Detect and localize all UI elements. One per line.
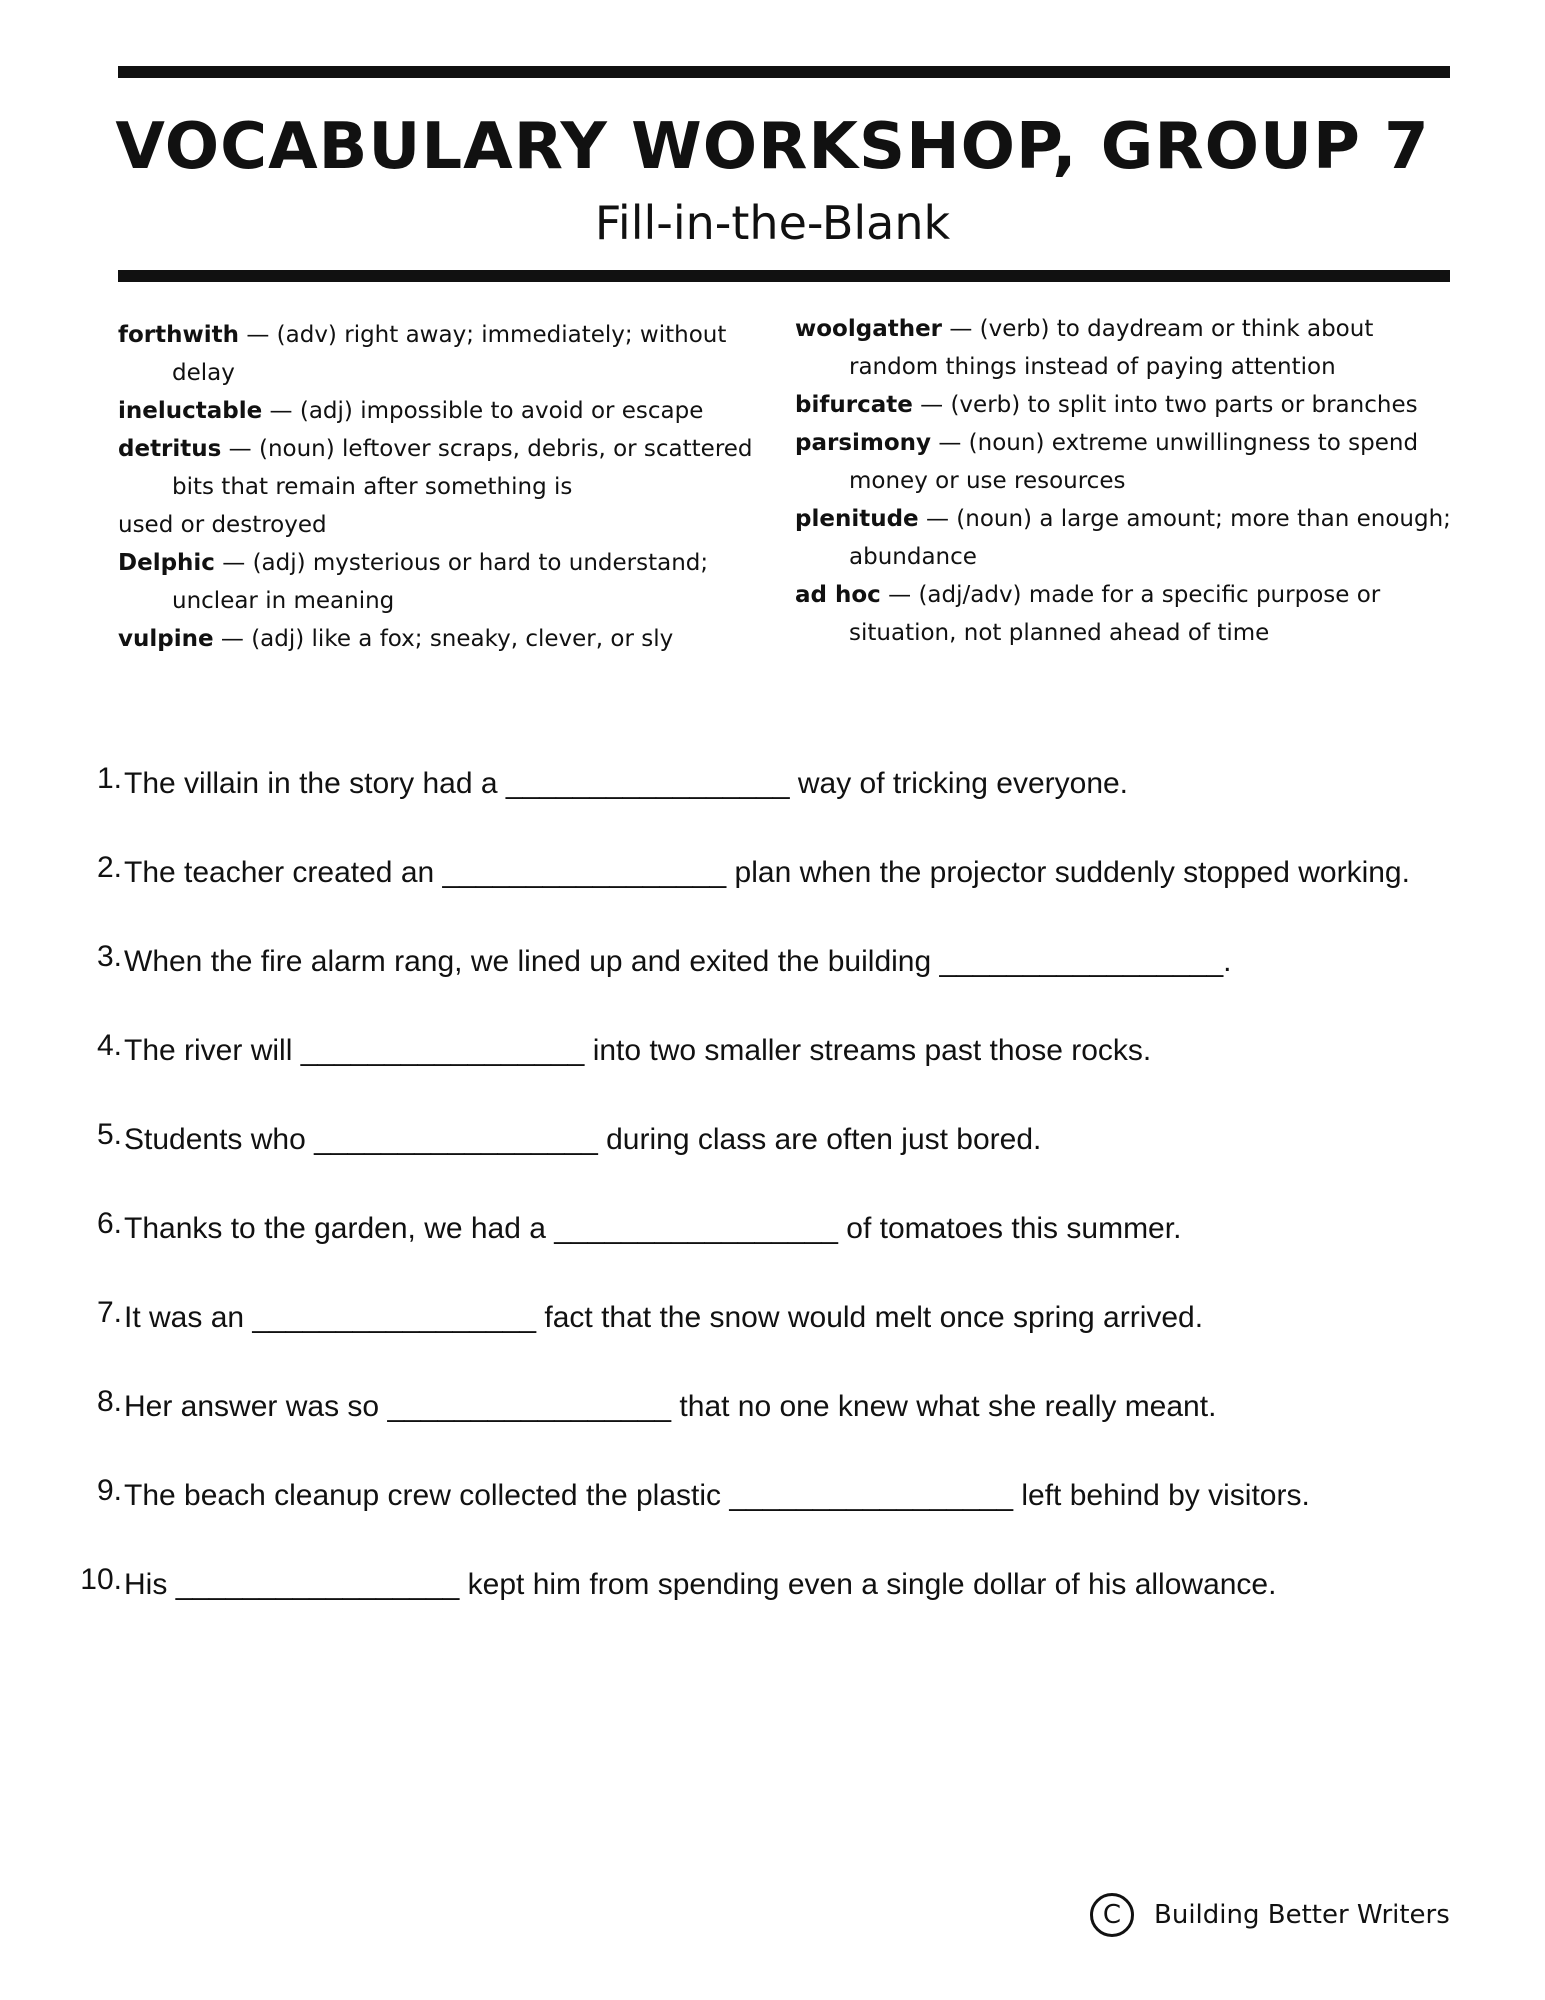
vocab-part-of-speech: (adj/adv) bbox=[918, 582, 1022, 608]
copyright-icon: C bbox=[1090, 1893, 1134, 1937]
vocab-part-of-speech: (noun) bbox=[956, 506, 1033, 532]
vocab-dash: — bbox=[949, 316, 973, 342]
vocab-dash: — bbox=[246, 322, 270, 348]
vocab-dash: — bbox=[228, 436, 252, 462]
question-number: 4. bbox=[96, 1029, 122, 1062]
question-item bbox=[0, 940, 1545, 984]
question-text bbox=[124, 1474, 1424, 1518]
vocab-dash: — bbox=[222, 550, 246, 576]
answer-blank[interactable]: _________________ bbox=[554, 1212, 838, 1245]
question-number: 3. bbox=[96, 940, 122, 973]
question-number: 5. bbox=[96, 1118, 122, 1151]
vocab-part-of-speech: (noun) bbox=[968, 430, 1045, 456]
vocab-part-of-speech: (verb) bbox=[950, 392, 1021, 418]
question-text-before: The teacher created an bbox=[124, 856, 435, 889]
question-text-before: The river will bbox=[124, 1034, 293, 1067]
copyright-footer bbox=[1090, 1893, 1490, 1937]
question-text-before: It was an bbox=[124, 1301, 245, 1334]
answer-blank[interactable]: _________________ bbox=[387, 1390, 672, 1423]
vocab-list-left bbox=[118, 316, 758, 658]
question-text bbox=[124, 1296, 1424, 1340]
question-text-after: . bbox=[1223, 945, 1232, 978]
top-divider bbox=[118, 66, 1450, 78]
vocab-definition: made for a specific purpose or situation, not planned ahead of time bbox=[849, 582, 1381, 646]
vocab-term: plenitude bbox=[795, 506, 919, 532]
question-item bbox=[0, 762, 1545, 806]
vocab-entry bbox=[118, 620, 758, 658]
question-text-before: His bbox=[124, 1568, 168, 1601]
vocab-list-right bbox=[795, 310, 1465, 652]
question-text bbox=[124, 1563, 1424, 1607]
answer-blank[interactable]: _________________ bbox=[314, 1123, 598, 1156]
question-text-after: that no one knew what she really meant. bbox=[679, 1390, 1217, 1423]
vocab-part-of-speech: (adj) bbox=[299, 398, 353, 424]
question-text bbox=[124, 851, 1424, 895]
vocab-part-of-speech: (verb) bbox=[979, 316, 1050, 342]
vocab-entry bbox=[795, 500, 1465, 576]
question-text bbox=[124, 1207, 1424, 1251]
vocab-definition: right away; immediately; without delay bbox=[172, 322, 727, 386]
vocab-dash: — bbox=[925, 506, 949, 532]
vocab-entry bbox=[795, 424, 1465, 500]
page-subtitle: Fill-in-the-Blank bbox=[594, 196, 951, 250]
vocab-term: vulpine bbox=[118, 626, 214, 652]
question-text-before: When the fire alarm rang, we lined up and exited the building bbox=[124, 945, 932, 978]
answer-blank[interactable]: _________________ bbox=[252, 1301, 537, 1334]
question-item bbox=[0, 1474, 1545, 1518]
answer-blank[interactable]: _________________ bbox=[505, 767, 790, 800]
vocab-dash: — bbox=[938, 430, 962, 456]
question-number: 1. bbox=[96, 762, 122, 795]
answer-blank[interactable]: _________________ bbox=[442, 856, 727, 889]
question-item bbox=[0, 1029, 1545, 1073]
question-text-after: left behind by visitors. bbox=[1021, 1479, 1310, 1512]
question-number: 9. bbox=[96, 1474, 122, 1507]
question-number: 10. bbox=[80, 1563, 122, 1596]
question-text-after: into two smaller streams past those rocks. bbox=[592, 1034, 1152, 1067]
vocab-part-of-speech: (noun) bbox=[258, 436, 335, 462]
vocab-dash: — bbox=[888, 582, 912, 608]
vocab-part-of-speech: (adj) bbox=[252, 550, 306, 576]
vocab-entry bbox=[118, 316, 758, 392]
vocab-part-of-speech: (adj) bbox=[251, 626, 305, 652]
question-text-before: Thanks to the garden, we had a bbox=[124, 1212, 546, 1245]
vocab-definition: a large amount; more than enough; abundance bbox=[849, 506, 1451, 570]
question-text bbox=[124, 1385, 1424, 1429]
question-item bbox=[0, 851, 1545, 895]
question-text-after: plan when the projector suddenly stopped working. bbox=[734, 856, 1410, 889]
vocab-term: ineluctable bbox=[118, 398, 263, 424]
question-text bbox=[124, 762, 1424, 806]
question-text-after: kept him from spending even a single dollar of his allowance. bbox=[467, 1568, 1277, 1601]
vocab-term: Delphic bbox=[118, 550, 215, 576]
vocab-definition: extreme unwillingness to spend money or use resources bbox=[849, 430, 1419, 494]
question-item bbox=[0, 1207, 1545, 1251]
page-title: VOCABULARY WORKSHOP, GROUP 7 bbox=[115, 110, 1430, 184]
vocab-term: woolgather bbox=[795, 316, 943, 342]
brand-name: Building Better Writers bbox=[1154, 1900, 1450, 1930]
vocab-definition-continued: used or destroyed bbox=[118, 512, 327, 538]
vocab-entry bbox=[795, 386, 1465, 424]
question-item bbox=[0, 1296, 1545, 1340]
question-number: 8. bbox=[96, 1385, 122, 1418]
question-text-before: The beach cleanup crew collected the plastic bbox=[124, 1479, 722, 1512]
question-text-before: Students who bbox=[124, 1123, 306, 1156]
question-text-before: The villain in the story had a bbox=[124, 767, 498, 800]
question-item bbox=[0, 1385, 1545, 1429]
question-text-after: of tomatoes this summer. bbox=[846, 1212, 1182, 1245]
question-text-after: during class are often just bored. bbox=[606, 1123, 1042, 1156]
question-text bbox=[124, 1029, 1424, 1073]
bottom-divider bbox=[118, 270, 1450, 282]
vocab-term: detritus bbox=[118, 436, 222, 462]
question-number: 7. bbox=[96, 1296, 122, 1329]
vocab-definition: like a fox; sneaky, clever, or sly bbox=[311, 626, 674, 652]
answer-blank[interactable]: _________________ bbox=[175, 1568, 460, 1601]
vocab-entry bbox=[118, 544, 758, 620]
vocab-entry bbox=[118, 430, 758, 544]
question-number: 2. bbox=[96, 851, 122, 884]
vocab-dash: — bbox=[269, 398, 293, 424]
question-text-before: Her answer was so bbox=[124, 1390, 380, 1423]
vocab-dash: — bbox=[220, 626, 244, 652]
vocab-definition: to split into two parts or branches bbox=[1027, 392, 1418, 418]
vocab-dash: — bbox=[920, 392, 944, 418]
question-text-after: fact that the snow would melt once spring arrived. bbox=[544, 1301, 1204, 1334]
vocab-term: forthwith bbox=[118, 322, 240, 348]
vocab-part-of-speech: (adv) bbox=[276, 322, 337, 348]
vocab-term: ad hoc bbox=[795, 582, 881, 608]
vocab-entry bbox=[795, 576, 1465, 652]
vocab-entry bbox=[118, 392, 758, 430]
answer-blank[interactable]: _________________ bbox=[300, 1034, 585, 1067]
question-text-after: way of tricking everyone. bbox=[797, 767, 1129, 800]
answer-blank[interactable]: _________________ bbox=[729, 1479, 1013, 1512]
question-text bbox=[124, 940, 1424, 984]
vocab-term: parsimony bbox=[795, 430, 932, 456]
question-text bbox=[124, 1118, 1424, 1162]
answer-blank[interactable]: _________________ bbox=[939, 945, 1224, 978]
vocab-definition: impossible to avoid or escape bbox=[360, 398, 704, 424]
question-number: 6. bbox=[96, 1207, 122, 1240]
question-item bbox=[0, 1118, 1545, 1162]
vocab-term: bifurcate bbox=[795, 392, 913, 418]
vocab-definition: to daydream or think about random things instead of paying attention bbox=[849, 316, 1374, 380]
vocab-definition: leftover scraps, debris, or scattered bits that remain after something is bbox=[172, 436, 753, 500]
question-list bbox=[0, 762, 1545, 1652]
vocab-entry bbox=[795, 310, 1465, 386]
vocab-definition: mysterious or hard to understand; unclear in meaning bbox=[172, 550, 709, 614]
question-item bbox=[0, 1563, 1545, 1607]
